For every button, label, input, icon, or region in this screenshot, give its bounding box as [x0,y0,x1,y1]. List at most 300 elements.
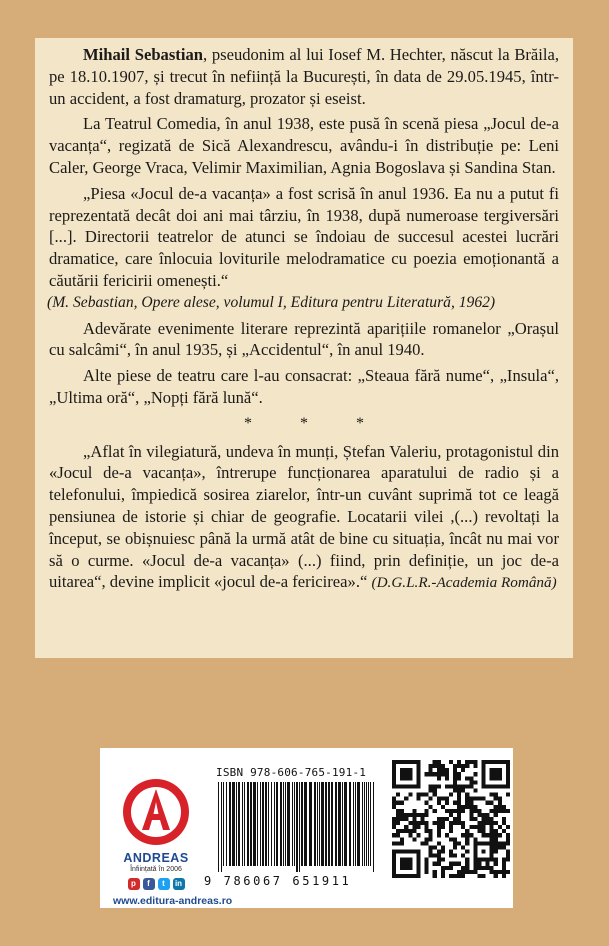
barcode-bar [319,782,320,866]
qr-module [477,821,481,825]
qr-module [469,797,473,801]
qr-module [396,813,400,817]
qr-module [457,776,461,780]
qr-module [461,809,465,813]
qr-module [465,776,469,780]
qr-module [469,833,473,837]
qr-module [477,809,481,813]
qr-module [429,845,433,849]
qr-module [502,817,506,821]
qr-module [429,829,433,833]
qr-module [449,854,453,858]
qr-module [437,772,441,776]
qr-module [506,833,510,837]
qr-module [461,870,465,874]
qr-module [433,821,437,825]
author-quote: „Piesa «Jocul de-a vacanța» a fost scrisă în anul 1936. Ea nu a putut fi reprezentată decât doi ani mai târziu, în 1938, după numeroase tergiversări [...]. Directorii teatrelor de atunci se îndoiau de succesul acestei lucrări dramatice, care înlocuia loviturile melodramatice cu poezia emoționantă a căutării fericirii omenești.“ [49,183,559,290]
qr-module [490,809,494,813]
qr-module [494,833,498,837]
isbn-barcode-digits: 9 786067 651911 [204,874,352,888]
qr-module [457,841,461,845]
qr-module [498,870,502,874]
qr-module [425,801,429,805]
qr-module [429,833,433,837]
qr-module [453,784,457,788]
qr-module [416,825,420,829]
barcode-bar [342,782,343,866]
critic-quote-text: „Aflat în vilegiatură, undeva în munți, Ștefan Valeriu, protagonistul din «Jocul de-a vacanța», întrerupe funcționarea aparatului de radio și a telefonului, împiedică sosirea ziarelor, într-un cuvânt suprimă tot ce leagă pensiunea de istorie și chiar de geografie. Locatarii vilei ,(...) revoltați la început, se obișnuiesc până la urmă atât de bine cu situația, încât nu mai vor să o curme. «Jocul de-a vacanța» (...) fiind, prin definiție, un joc de-a uitarea“, devine implicit «jocul de-a fericirea».“ [49,441,559,592]
publisher-website-link[interactable]: www.editura-andreas.ro [113,895,233,907]
qr-module [482,829,486,833]
qr-module [461,821,465,825]
qr-module [457,821,461,825]
qr-module [392,797,396,801]
qr-module [416,813,420,817]
qr-module [400,768,412,780]
qr-module [506,870,510,874]
qr-module [469,784,473,788]
qr-module [425,866,429,870]
qr-module [400,841,404,845]
qr-module [433,784,437,788]
qr-module [437,850,441,854]
barcode-bar [238,782,240,866]
qr-module [396,841,400,845]
qr-module [445,797,449,801]
qr-module [506,841,510,845]
barcode-bar [335,782,337,866]
qr-module [506,825,510,829]
qr-module [506,850,510,854]
qr-module [477,797,481,801]
qr-module [498,825,502,829]
qr-module [453,837,457,841]
qr-module [494,862,498,866]
barcode-bar [292,782,293,866]
qr-module [392,841,396,845]
barcode-bar [280,782,282,866]
qr-module [429,850,433,854]
qr-module [473,817,477,821]
qr-module [461,854,465,858]
qr-module [494,874,498,878]
qr-module [453,809,457,813]
barcode-bar [274,782,275,866]
qr-module [461,784,465,788]
qr-module [465,829,469,833]
qr-module [429,788,433,792]
qr-module [445,817,449,821]
qr-module [429,837,433,841]
barcode-bar [328,782,330,866]
qr-module [441,817,445,821]
qr-module [441,874,445,878]
barcode-bar [260,782,261,866]
qr-module [441,850,445,854]
qr-module [429,764,433,768]
qr-module [498,797,502,801]
qr-module [502,845,506,849]
qr-module [490,793,494,797]
qr-module [502,821,506,825]
qr-module [445,809,449,813]
qr-module [465,764,469,768]
qr-module [416,833,420,837]
social-icons [116,878,196,890]
twitter-icon[interactable]: t [158,878,170,890]
qr-module [392,825,396,829]
qr-module [404,825,408,829]
qr-module [494,829,498,833]
qr-module [396,829,400,833]
qr-module [429,772,433,776]
qr-module [482,797,486,801]
qr-module [437,825,441,829]
qr-module [457,793,461,797]
qr-module [457,797,461,801]
barcode-bar [353,782,354,866]
qr-module [494,870,498,874]
qr-module [494,858,498,862]
qr-module [441,764,445,768]
qr-module [490,801,494,805]
barcode-bar [229,782,231,866]
qr-module [412,837,416,841]
qr-module [473,862,477,866]
qr-module [469,760,473,764]
qr-module [498,801,502,805]
barcode-bar [364,782,365,866]
qr-module [465,805,469,809]
qr-module [473,760,477,764]
qr-module [465,793,469,797]
qr-module [502,841,506,845]
qr-module [396,809,400,813]
qr-module [420,821,424,825]
barcode-bar [285,782,286,866]
qr-module [465,837,469,841]
qr-module [449,850,453,854]
qr-module [498,805,502,809]
barcode-bar [242,782,243,866]
barcode-bar [221,782,222,872]
qr-module [477,829,481,833]
barcode-bar [299,782,300,872]
qr-module [469,805,473,809]
barcode-bar [331,782,333,866]
qr-module [408,821,412,825]
qr-module [425,809,429,813]
barcode-bar [317,782,318,866]
qr-module [437,841,441,845]
qr-module [445,776,449,780]
qr-module [396,821,400,825]
qr-module [429,797,433,801]
barcode-bar [232,782,235,866]
qr-module [494,805,498,809]
qr-module [490,833,494,837]
qr-module [437,768,441,772]
barcode-bar [276,782,278,866]
qr-module [494,797,498,801]
qr-module [420,817,424,821]
qr-module [445,772,449,776]
qr-module [392,801,396,805]
qr-module [461,805,465,809]
qr-module [469,870,473,874]
linkedin-icon[interactable]: in [173,878,185,890]
qr-module [412,829,416,833]
qr-module [457,764,461,768]
qr-module [465,862,469,866]
publisher-founded: Înființată în 2006 [130,866,182,873]
qr-module [453,854,457,858]
qr-module [425,829,429,833]
qr-module [437,760,441,764]
qr-module [400,813,404,817]
qr-module [425,858,429,862]
qr-module [441,825,445,829]
qr-module [437,801,441,805]
publisher-name: ANDREAS [123,851,189,865]
qr-module [445,833,449,837]
qr-module [425,813,429,817]
barcode-bar [344,782,347,866]
qr-module [490,837,494,841]
qr-module [412,809,416,813]
qr-module [494,841,498,845]
qr-module [482,833,486,837]
qr-module [469,780,473,784]
qr-module [465,870,469,874]
qr-module [457,772,461,776]
qr-module [425,841,429,845]
qr-module [473,772,477,776]
qr-module [498,809,502,813]
qr-module [445,768,449,772]
qr-module [412,821,416,825]
qr-module [449,825,453,829]
qr-module [433,764,437,768]
qr-module [449,829,453,833]
qr-module [412,813,416,817]
qr-module [449,760,453,764]
qr-module [408,829,412,833]
qr-module [433,845,437,849]
qr-module [437,797,441,801]
qr-module [494,809,498,813]
qr-module [420,793,424,797]
qr-module [420,841,424,845]
section-separator: * * * [244,414,386,432]
qr-module [486,801,490,805]
qr-module [506,809,510,813]
barcode-bar [218,782,219,872]
qr-module [420,813,424,817]
qr-module [482,866,486,870]
author-bio: , pseudonim al lui Iosef M. Hechter, născut la Brăila, pe 18.10.1907, și trecut în neființă la București, în data de 29.05.1945, într-un accident, a fost dramaturg, prozator și eseist. [49,45,560,108]
qr-module [457,801,461,805]
qr-module [437,854,441,858]
barcode-bar [309,782,312,866]
qr-module [494,845,498,849]
qr-module [490,817,494,821]
qr-module [486,821,490,825]
qr-module [465,784,469,788]
barcode-bar [296,782,298,872]
qr-module [473,866,477,870]
qr-module [502,862,506,866]
qr-module [498,845,502,849]
qr-module [482,821,486,825]
qr-module [449,837,453,841]
qr-module [506,793,510,797]
qr-module [441,858,445,862]
qr-module [453,801,457,805]
qr-module [473,837,477,841]
qr-module [453,845,457,849]
qr-module [429,768,433,772]
critic-quote [49,441,559,595]
qr-module [482,813,486,817]
qr-module [404,813,408,817]
qr-module [486,833,490,837]
qr-module [482,874,486,878]
qr-module [486,862,490,866]
qr-module [392,817,396,821]
qr-module [453,772,457,776]
qr-module [473,809,477,813]
qr-code-icon[interactable] [392,760,510,878]
qr-module [449,809,453,813]
qr-module [437,764,441,768]
qr-module [437,821,441,825]
qr-module [400,858,412,870]
barcode-bar [250,782,252,866]
qr-module [482,825,486,829]
qr-module [453,776,457,780]
qr-module [498,841,502,845]
qr-module [441,805,445,809]
qr-module [473,780,477,784]
qr-module [457,817,461,821]
qr-module [490,825,494,829]
qr-module [465,841,469,845]
qr-module [425,821,429,825]
qr-module [453,862,457,866]
qr-module [400,817,404,821]
qr-module [429,854,433,858]
qr-module [449,784,453,788]
barcode-bar [362,782,363,866]
qr-module [482,817,486,821]
qr-module [433,788,437,792]
barcode-bar [355,782,356,866]
pinterest-icon[interactable]: p [128,878,140,890]
barcode-bar [271,782,272,866]
qr-module [453,768,457,772]
qr-module [461,874,465,878]
qr-module [396,801,400,805]
qr-module [449,862,453,866]
qr-module [490,768,502,780]
barcode-bar [253,782,256,866]
back-cover-text-panel [35,38,573,658]
qr-module [433,760,437,764]
qr-module [425,825,429,829]
qr-module [498,833,502,837]
novels-paragraph: Adevărate evenimente literare reprezintă aparițiile romanelor „Orașul cu salcâmi“, în anul 1935, și „Accidentul“, în anul 1940. [49,318,559,360]
qr-module [437,862,441,866]
qr-module [461,825,465,829]
qr-module [404,817,408,821]
qr-module [429,805,433,809]
qr-module [433,793,437,797]
qr-module [457,813,461,817]
qr-module [494,850,498,854]
qr-module [408,833,412,837]
barcode-bar [268,782,269,866]
qr-module [400,829,404,833]
barcode-bar [226,782,227,866]
qr-module [449,793,453,797]
qr-module [425,793,429,797]
qr-module [441,870,445,874]
qr-module [490,870,494,874]
qr-module [457,788,461,792]
qr-module [412,817,416,821]
qr-module [392,805,396,809]
qr-module [473,764,477,768]
critic-quote-citation: (D.G.L.R.-Academia Română) [371,574,557,592]
qr-module [437,817,441,821]
barcode-bar [262,782,264,866]
qr-module [437,833,441,837]
qr-module [408,793,412,797]
qr-module [486,866,490,870]
qr-module [441,866,445,870]
barcode-bar [370,782,371,866]
qr-module [465,833,469,837]
qr-module [465,850,469,854]
qr-module [449,874,453,878]
qr-module [469,809,473,813]
qr-module [457,784,461,788]
barcode-bar [257,782,258,866]
qr-module [490,829,494,833]
qr-module [502,858,506,862]
facebook-icon[interactable]: f [143,878,155,890]
qr-module [433,809,437,813]
author-name: Mihail Sebastian [83,45,203,64]
qr-module [506,854,510,858]
qr-module [453,874,457,878]
qr-module [473,788,477,792]
qr-module [453,841,457,845]
qr-module [400,801,404,805]
qr-module [465,801,469,805]
qr-module [425,870,429,874]
qr-module [412,825,416,829]
qr-module [425,837,429,841]
qr-module [392,821,396,825]
qr-module [457,760,461,764]
qr-module [502,805,506,809]
isbn-barcode [216,782,378,872]
barcode-bar [294,782,295,866]
isbn-label: ISBN 978-606-765-191-1 [216,766,367,779]
barcode-bar [338,782,341,866]
